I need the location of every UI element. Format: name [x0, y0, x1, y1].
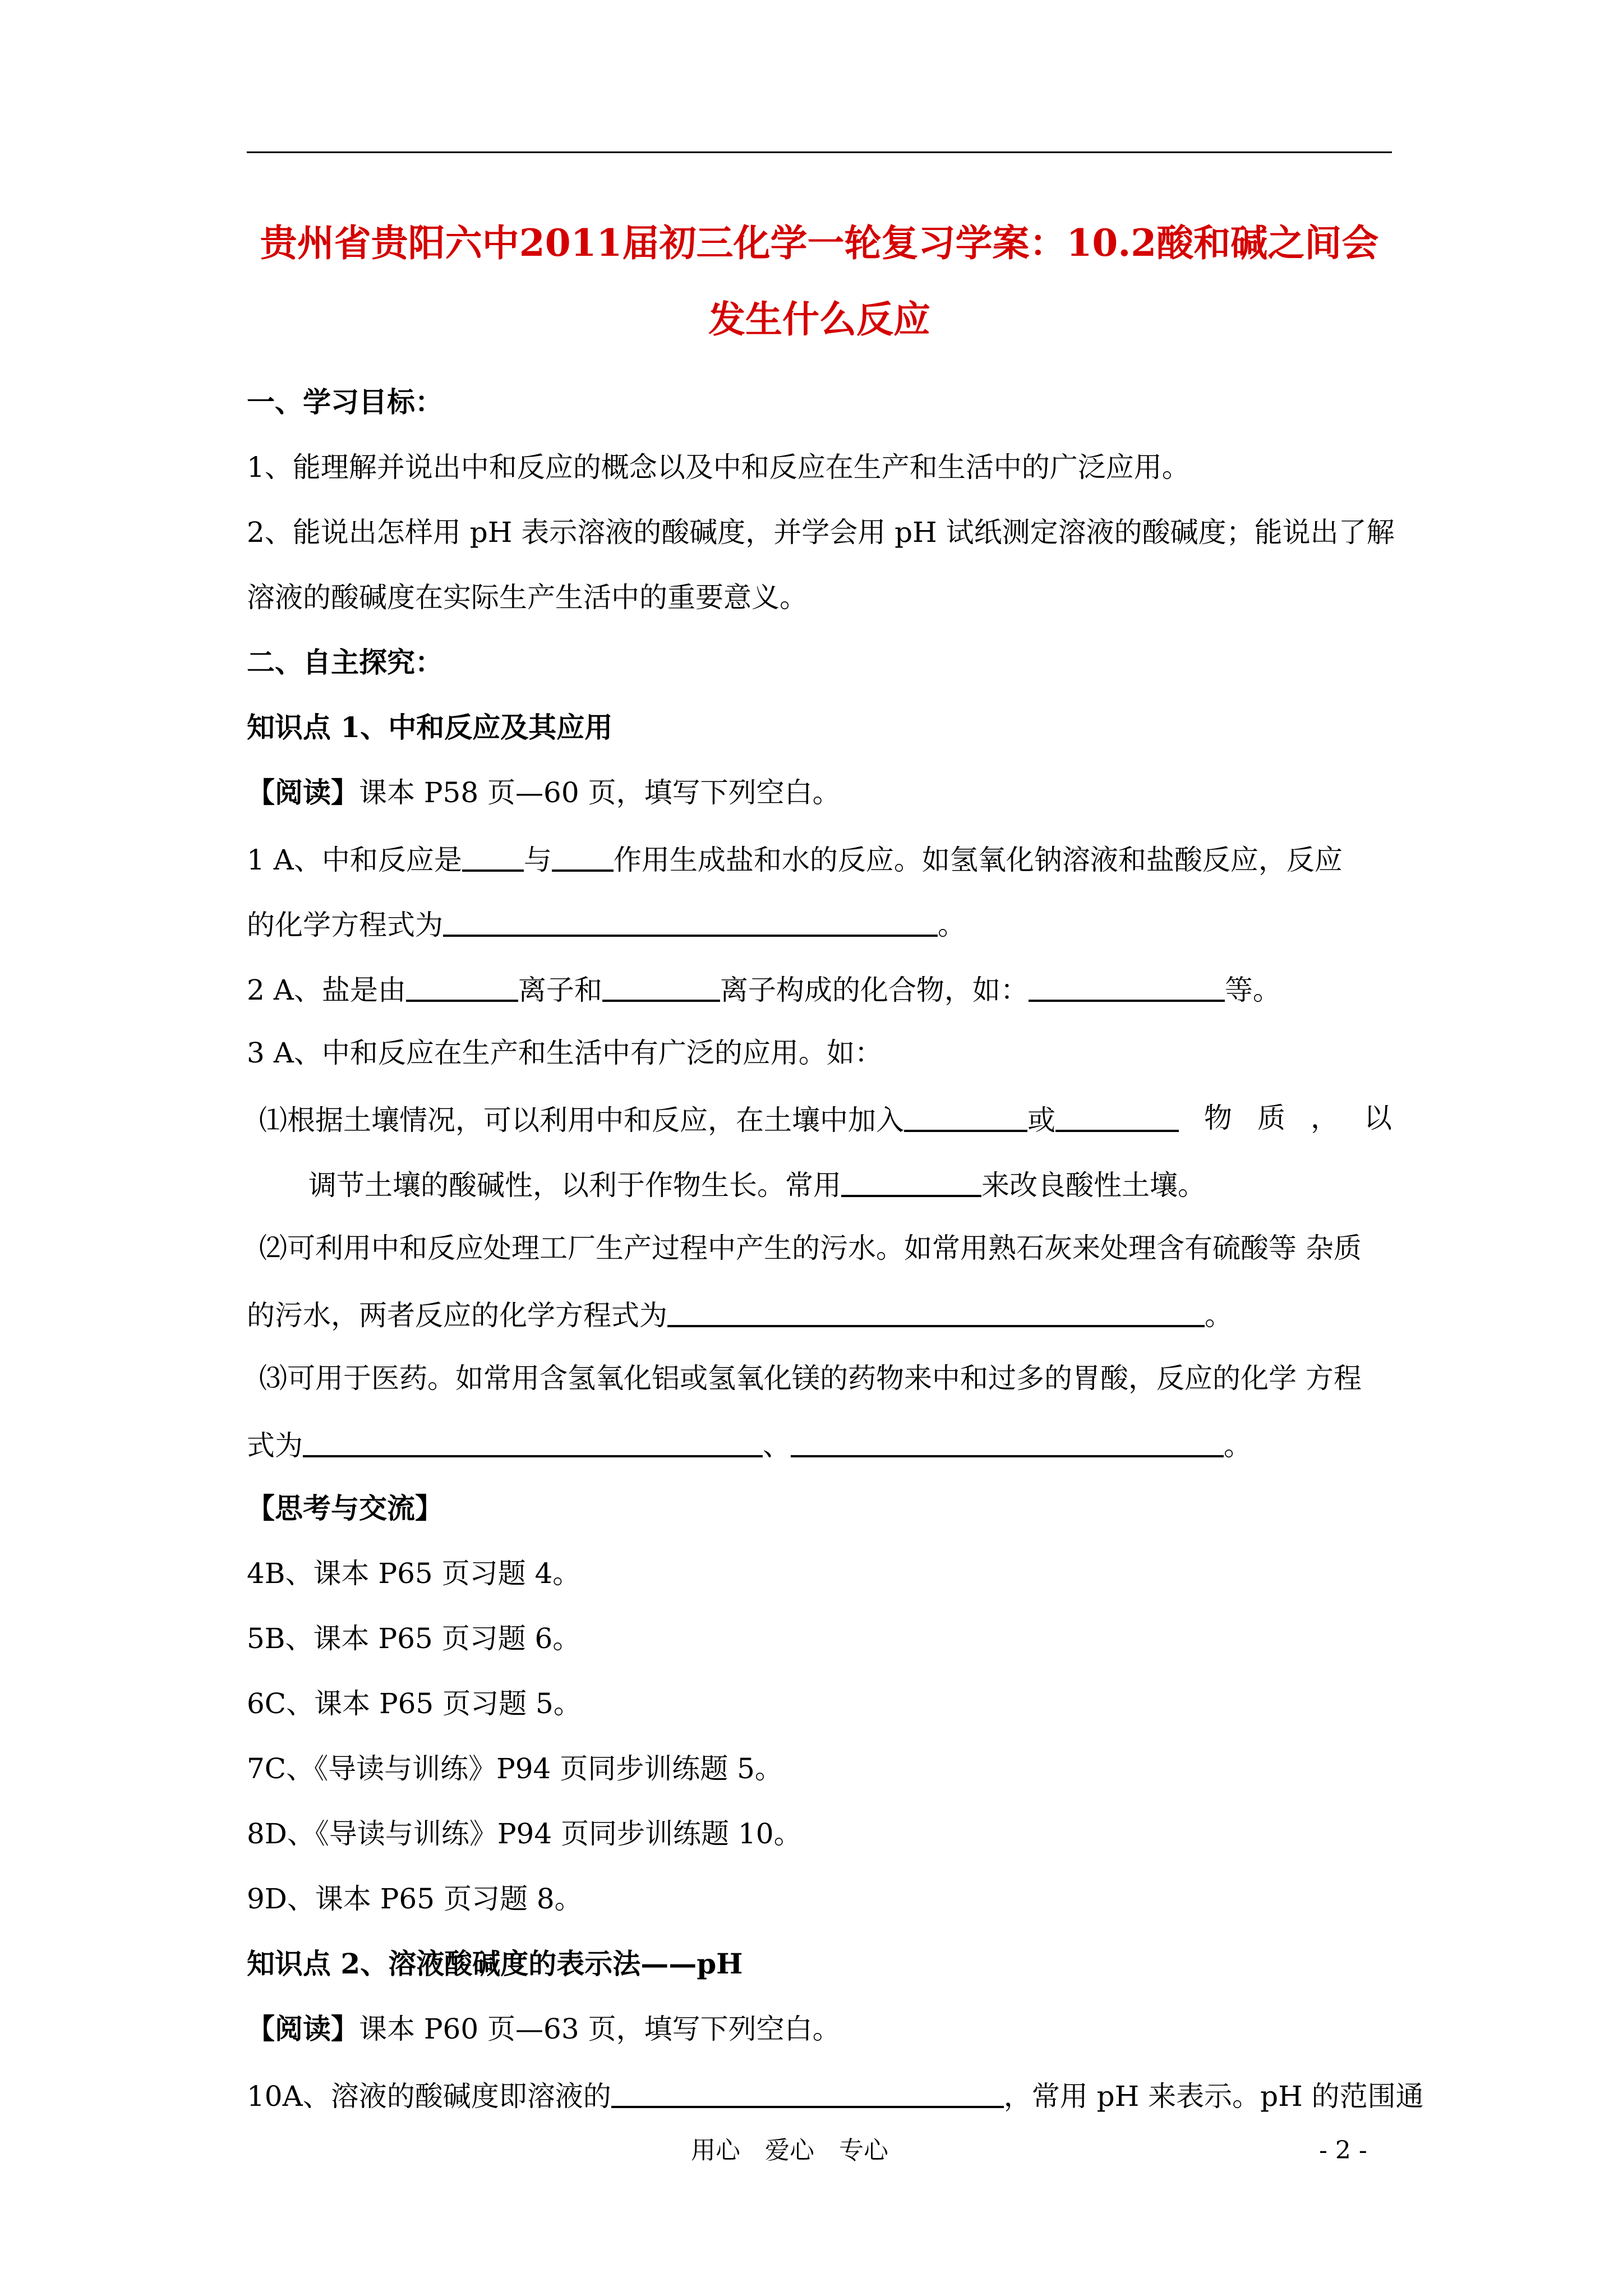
- exercise-item: 6C、课本 P65 页习题 5。: [247, 1687, 582, 1720]
- goal-1: 1、能理解并说出中和反应的概念以及中和反应在生产和生活中的广泛应用。: [247, 451, 1190, 484]
- q2-text-a: 2 A、盐是由: [247, 974, 406, 1006]
- page-number: - 2 -: [1319, 2136, 1367, 2165]
- q10-blank[interactable]: [611, 2080, 1004, 2108]
- item2-text-b: 。: [1205, 1299, 1233, 1332]
- item1-text-a: ⑴根据土壤情况，可以利用中和反应，在土壤中加入: [259, 1104, 904, 1137]
- item3-equation-blank-2[interactable]: [791, 1429, 1224, 1457]
- exercise-item: 8D、《导读与训练》P94 页同步训练题 10。: [247, 1818, 802, 1850]
- item3-text-b: 、: [763, 1429, 791, 1462]
- q1-text-d: 的化学方程式为: [247, 909, 443, 941]
- item-3-line2: [247, 1429, 1392, 1460]
- read-label: 【阅读】: [247, 776, 359, 809]
- q1-blank-2[interactable]: [552, 844, 614, 872]
- goal-2-line1: 2、能说出怎样用 pH 表示溶液的酸碱度，并学会用 pH 试纸测定溶液的酸碱度；能说出了解: [247, 516, 1395, 549]
- kp2-read-line: [247, 2012, 1392, 2045]
- item1-text-b: 或: [1027, 1104, 1055, 1137]
- item1-text-c: 调节土壤的酸碱性，以利于作物生长。常用: [308, 1169, 841, 1202]
- q2-text-b: 离子和: [518, 974, 602, 1006]
- exercise-item: 7C、《导读与训练》P94 页同步训练题 5。: [247, 1752, 783, 1785]
- item1-blank-2[interactable]: [1055, 1104, 1179, 1132]
- kp1-read-line: [247, 776, 1392, 809]
- doc-title-line1: 贵州省贵阳六中2011届初三化学一轮复习学案：10.2酸和碱之间会: [260, 221, 1379, 265]
- q10-text-b: ，常用 pH 来表示。pH 的范围通: [1003, 2080, 1424, 2113]
- doc-title-line2: 发生什么反应: [708, 297, 930, 341]
- q2-text-d: 等。: [1224, 974, 1281, 1006]
- item3-text-c: 。: [1224, 1429, 1252, 1462]
- question-1-line2: [247, 909, 1392, 939]
- kp1-heading: 知识点 1、中和反应及其应用: [247, 711, 613, 744]
- item-2-line1: ⑵可利用中和反应处理工厂生产过程中产生的污水。如常用熟石灰来处理含有硫酸等 杂质: [259, 1232, 1362, 1264]
- question-1-line1: [247, 844, 1392, 874]
- item1-text-d: 来改良酸性土壤。: [981, 1169, 1206, 1202]
- exercise-item: 4B、课本 P65 页习题 4。: [247, 1557, 581, 1590]
- q1-text-c: 作用生成盐和水的反应。如氢氧化钠溶液和盐酸反应，反应: [613, 844, 1343, 876]
- header-rule: [247, 151, 1392, 153]
- kp2-heading: 知识点 2、溶液酸碱度的表示法——pH: [247, 1947, 743, 1980]
- section-heading-goals: 一、学习目标：: [247, 385, 443, 418]
- exercise-item: 5B、课本 P65 页习题 6。: [247, 1622, 581, 1655]
- goal-2-line2: 溶液的酸碱度在实际生产生活中的重要意义。: [247, 581, 808, 614]
- item1-blank-1[interactable]: [904, 1104, 1027, 1132]
- item-1-line2: [308, 1169, 1454, 1202]
- item1-blank-3[interactable]: [841, 1169, 981, 1197]
- item3-equation-blank-1[interactable]: [303, 1429, 763, 1457]
- q1-text-e: 。: [938, 909, 966, 941]
- q2-blank-3[interactable]: [1029, 974, 1225, 1002]
- item1-word-3: ，: [1311, 1102, 1339, 1134]
- item1-word-2: 质: [1257, 1102, 1285, 1134]
- read-text: 课本 P58 页—60 页，填写下列空白。: [359, 776, 841, 809]
- item1-word-1: 物: [1204, 1102, 1232, 1134]
- item2-text-a: 的污水，两者反应的化学方程式为: [247, 1299, 667, 1332]
- item-3-line1: ⑶可用于医药。如常用含氢氧化铝或氢氧化镁的药物来中和过多的胃酸，反应的化学 方程: [259, 1362, 1362, 1395]
- read-label: 【阅读】: [247, 2012, 359, 2045]
- exercise-item: 9D、课本 P65 页习题 8。: [247, 1883, 583, 1915]
- q2-blank-2[interactable]: [602, 974, 720, 1002]
- item-2-line2: [247, 1299, 1392, 1332]
- q1-equation-blank[interactable]: [443, 909, 938, 937]
- q1-blank-1[interactable]: [462, 844, 524, 872]
- item2-equation-blank[interactable]: [667, 1299, 1205, 1327]
- q10-text-a: 10A、溶液的酸碱度即溶液的: [247, 2080, 611, 2113]
- item-1-line1: [259, 1102, 1392, 1137]
- question-3: 3 A、中和反应在生产和生活中有广泛的应用。如：: [247, 1037, 883, 1069]
- section-heading-explore: 二、自主探究：: [247, 646, 443, 679]
- question-2: [247, 974, 1392, 1004]
- q1-text-b: 与: [523, 844, 552, 876]
- think-heading: 【思考与交流】: [247, 1492, 443, 1525]
- q2-text-c: 离子构成的化合物，如：: [720, 974, 1029, 1006]
- item1-word-4: 以: [1364, 1102, 1392, 1134]
- question-10: [247, 2080, 1424, 2113]
- footer-motto: 用心 爱心 专心: [691, 2136, 888, 2165]
- item3-text-a: 式为: [247, 1429, 303, 1462]
- q1-text-a: 1 A、中和反应是: [247, 844, 462, 876]
- q2-blank-1[interactable]: [406, 974, 518, 1002]
- read-text: 课本 P60 页—63 页，填写下列空白。: [359, 2013, 841, 2045]
